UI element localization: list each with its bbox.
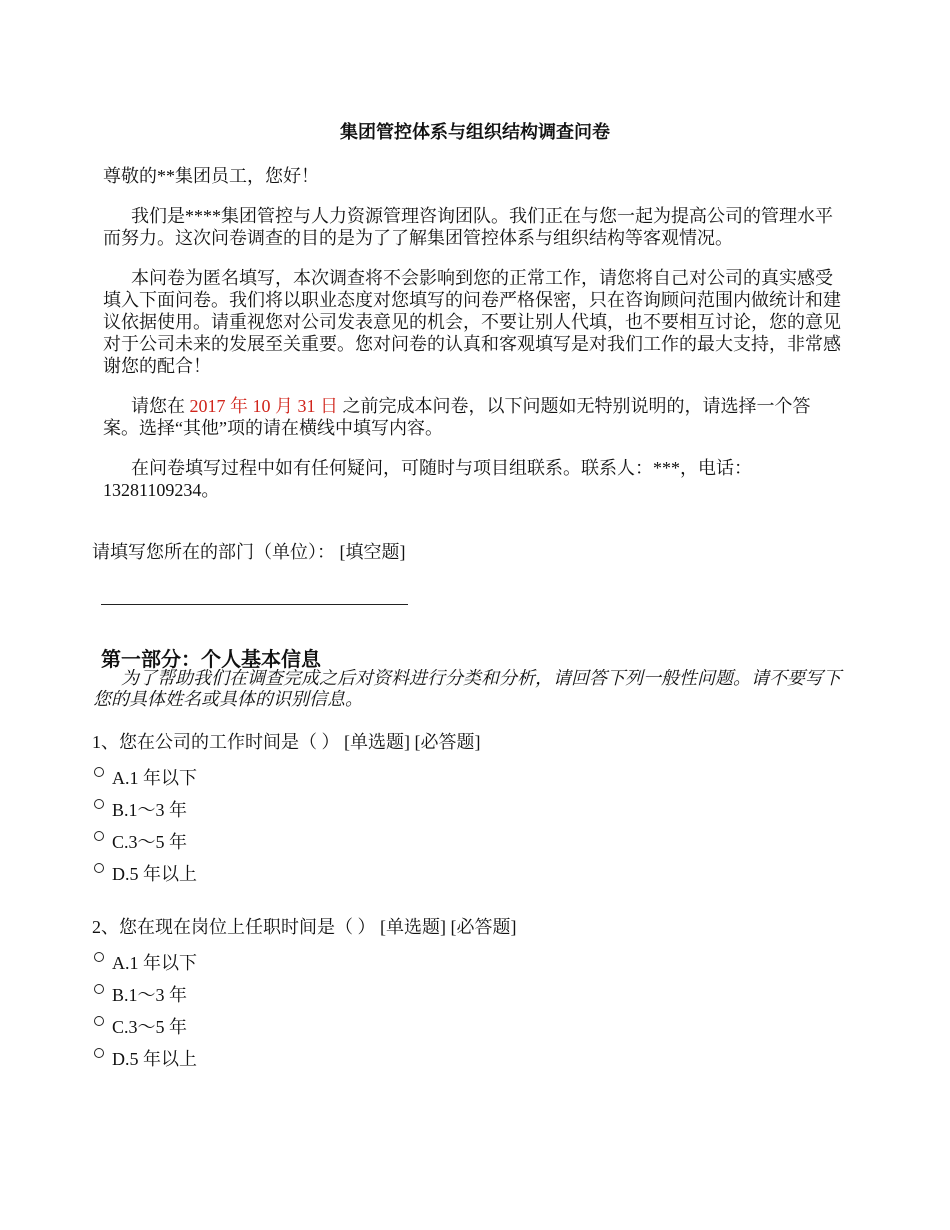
option-label: A.1 年以下 <box>112 953 197 973</box>
department-answer-line[interactable] <box>101 604 408 605</box>
intro-paragraph-2: 本问卷为匿名填写，本次调查将不会影响到您的正常工作，请您将自己对公司的真实感受填入下面问卷。我们将以职业态度对您填写的问卷严格保密，只在咨询顾问范围内做统计和建议依据使用。请重视您对公司发表意见的机会，不要让别人代填，也不要相互讨论，您的意见对于公司未来的发展至关重要。您对问卷的认真和客观填写是对我们工作的最大支持，非常感谢您的配合！ <box>103 268 841 376</box>
contact-paragraph: 在问卷填写过程中如有任何疑问，可随时与项目组联系。联系人：***，电话：13281109234。 <box>103 458 752 500</box>
question-1-option-c[interactable] <box>92 825 852 857</box>
option-label: C.3～5 年 <box>112 832 188 852</box>
question-1-text: 1、您在公司的工作时间是（ ） [单选题] [必答题] <box>92 732 481 752</box>
question-2-text: 2、您在现在岗位上任职时间是（ ） [单选题] [必答题] <box>92 917 517 937</box>
radio-icon[interactable] <box>94 1048 104 1058</box>
question-1 <box>92 731 852 889</box>
question-2-option-c[interactable] <box>92 1010 852 1042</box>
question-1-option-d[interactable] <box>92 857 852 889</box>
intro-paragraph-3 <box>103 395 843 439</box>
option-label: C.3～5 年 <box>112 1017 188 1037</box>
question-1-option-a[interactable] <box>92 761 852 793</box>
option-label: D.5 年以上 <box>112 1049 197 1069</box>
deadline-prefix: 请您在 <box>131 396 190 416</box>
question-2-option-a[interactable] <box>92 946 852 978</box>
intro-paragraph-1: 我们是****集团管控与人力资源管理咨询团队。我们正在与您一起为提高公司的管理水平而努力。这次问卷调查的目的是为了了解集团管控体系与组织结构等客观情况。 <box>103 206 833 248</box>
deadline-date: 2017 年 10 月 31 日 <box>189 396 338 416</box>
document-title: 集团管控体系与组织结构调查问卷 <box>340 122 610 142</box>
greeting: 尊敬的**集团员工，您好！ <box>103 166 319 186</box>
radio-icon[interactable] <box>94 831 104 841</box>
question-2-option-d[interactable] <box>92 1042 852 1074</box>
radio-icon[interactable] <box>94 1016 104 1026</box>
radio-icon[interactable] <box>94 863 104 873</box>
option-label: D.5 年以上 <box>112 864 197 884</box>
question-2 <box>92 916 852 1074</box>
question-1-option-b[interactable] <box>92 793 852 825</box>
radio-icon[interactable] <box>94 984 104 994</box>
question-2-option-b[interactable] <box>92 978 852 1010</box>
option-label: A.1 年以下 <box>112 768 197 788</box>
radio-icon[interactable] <box>94 952 104 962</box>
section-1-description: 为了帮助我们在调查完成之后对资料进行分类和分析，请回答下列一般性问题。请不要写下您的具体姓名或具体的识别信息。 <box>93 668 841 709</box>
section-1-title: 第一部分：个人基本信息 <box>101 649 321 671</box>
option-label: B.1～3 年 <box>112 985 188 1005</box>
department-question-label: 请填写您所在的部门（单位）： [填空题] <box>92 542 406 562</box>
deadline-suffix: 之前完成本问卷，以下问题如无特别说明的，请选择一个答案。选择“其他”项的请在横线中填写内容。 <box>103 396 811 438</box>
radio-icon[interactable] <box>94 767 104 777</box>
option-label: B.1～3 年 <box>112 800 188 820</box>
radio-icon[interactable] <box>94 799 104 809</box>
